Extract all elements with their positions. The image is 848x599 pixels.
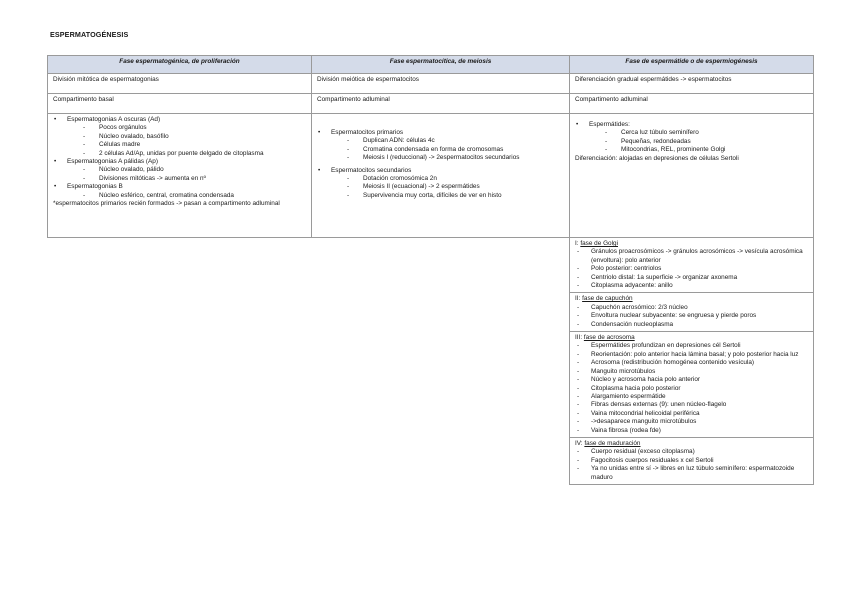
list-item: - ->desaparece manguito microtúbulos (575, 418, 808, 426)
list-item: - Núcleo esférico, central, cromatina condensada (81, 192, 306, 200)
list-item: - Cerca luz túbulo seminífero (603, 129, 808, 137)
phase-title: IV: fase de maduración (575, 439, 641, 447)
compartment-col2: Compartimento adluminal (312, 94, 570, 114)
phase-golgi (570, 238, 814, 293)
list-item: - Citoplasma adyacente: anillo (575, 282, 808, 290)
list-item: • Espermatogonias A pálidas (Ap) - Núcleo ovalado, pálido - Divisiones mitóticas -> aumenta en nº (53, 158, 306, 183)
list-item: - Meiosis I (reduccional) -> 2espermatocitos secundarios (345, 154, 564, 162)
list-item: - Gránulos proacrosómicos -> gránulos acrosómicos -> vesícula acrosómica (envoltura): polo anterior (575, 248, 808, 265)
header-col2: Fase espermatocítica, de meiosis (312, 56, 570, 74)
list-item: - Fibras densas externas (9): unen núcleo-flagelo (575, 401, 808, 409)
content-col2 (312, 114, 570, 238)
content-col3-intro (570, 114, 814, 238)
list-item: • Espermátides: - Cerca luz túbulo seminífero - Pequeñas, redondeadas - Mitocondrias, REL, prominente Golgi (575, 121, 808, 155)
division-col1: División mitótica de espermatogonias (48, 74, 312, 94)
list-item: - Pocos orgánulos (81, 124, 306, 132)
list-item: - Vaina mitocondrial helicoidal periférica (575, 410, 808, 418)
phase-maduracion (570, 437, 814, 484)
compartment-col1: Compartimento basal (48, 94, 312, 114)
list-item: - Ya no unidas entre sí -> libres en luz túbulo seminífero: espermatozoide maduro (575, 465, 808, 482)
list-item: - Citoplasma hacia polo posterior (575, 385, 808, 393)
list-item: - Cuerpo residual (exceso citoplasma) (575, 448, 808, 456)
list-item: - Divisiones mitóticas -> aumenta en nº (81, 175, 306, 183)
page-title: ESPERMATOGÉNESIS (50, 30, 129, 39)
list-item: - Acrosoma (redistribución homogénea contenido vesícula) (575, 359, 808, 367)
list-item: • Espermatocitos primarios - Duplican ADN: células 4c - Cromatina condensada en forma de cromosomas - Meiosis I (reduccional) -> 2espermatocitos secundarios (317, 129, 564, 163)
list-item: - Células madre (81, 141, 306, 149)
list-item: • Espermatogonias A oscuras (Ad) - Pocos orgánulos - Núcleo ovalado, basófilo - Células madre - 2 células Ad/Ap, unidas por puente delgado de citoplasma (53, 116, 306, 158)
phase-capuchon (570, 293, 814, 332)
list-item: - Polo posterior: centriolos (575, 265, 808, 273)
phase-title: I: fase de Golgi (575, 240, 618, 247)
division-col3: Diferenciación gradual espermátides -> espermatocitos (570, 74, 814, 94)
list-item: - Capuchón acrosómico: 2/3 núcleo (575, 304, 808, 312)
list-item: - Centriolo distal: 1a superficie -> organizar axonema (575, 274, 808, 282)
list-item: - Cromatina condensada en forma de cromosomas (345, 146, 564, 154)
list-item: - Núcleo ovalado, pálido (81, 166, 306, 174)
list-item: - Manguito microtúbulos (575, 368, 808, 376)
list-item: - Reorientación: polo anterior hacia lámina basal; y polo posterior hacia luz (575, 351, 808, 359)
header-col1: Fase espermatogénica, de proliferación (48, 56, 312, 74)
list-item: - Fagocitosis cuerpos residuales x cel Sertoli (575, 457, 808, 465)
list-item: - Núcleo ovalado, basófilo (81, 133, 306, 141)
spermatogenesis-table (47, 55, 814, 485)
list-item: - 2 células Ad/Ap, unidas por puente delgado de citoplasma (81, 150, 306, 158)
list-item: • Espermatogonias B - Núcleo esférico, central, cromatina condensada (53, 183, 306, 200)
phase-acrosoma (570, 332, 814, 438)
phase-title: III: fase de acrosoma (575, 334, 635, 342)
compartment-col3: Compartimento adluminal (570, 94, 814, 114)
list-item: - Alargamiento espermátide (575, 393, 808, 401)
list-item: - Vaina fibrosa (rodea fde) (575, 427, 808, 435)
list-item: - Núcleo y acrosoma hacia polo anterior (575, 376, 808, 384)
differentiation-text: Diferenciación: alojadas en depresiones de células Sertoli (575, 154, 739, 162)
list-item: - Duplican ADN: células 4c (345, 137, 564, 145)
list-item: - Envoltura nuclear subyacente: se engruesa y pierde poros (575, 312, 808, 320)
note-text: *espermatocitos primarios recién formados -> pasan a compartimento adluminal (53, 200, 280, 208)
content-col1 (48, 114, 312, 238)
list-item: • Espermatocitos secundarios - Dotación cromosómica 2n - Meiosis II (ecuacional) -> 2 espermátides - Supervivencia muy corta, difíciles de ver en histo (317, 167, 564, 201)
list-item: - Dotación cromosómica 2n (345, 175, 564, 183)
list-item: - Condensación nucleoplasma (575, 321, 808, 329)
list-item: - Pequeñas, redondeadas (603, 138, 808, 146)
phase-title: II: fase de capuchón (575, 295, 633, 303)
list-item: - Meiosis II (ecuacional) -> 2 espermátides (345, 183, 564, 191)
list-item: - Espermátides profundizan en depresiones cél Sertoli (575, 342, 808, 350)
division-col2: División meiótica de espermatocitos (312, 74, 570, 94)
header-col3: Fase de espermátide o de espermiogénesis (570, 56, 814, 74)
list-item: - Mitocondrias, REL, prominente Golgi (603, 146, 808, 154)
list-item: - Supervivencia muy corta, difíciles de ver en histo (345, 192, 564, 200)
